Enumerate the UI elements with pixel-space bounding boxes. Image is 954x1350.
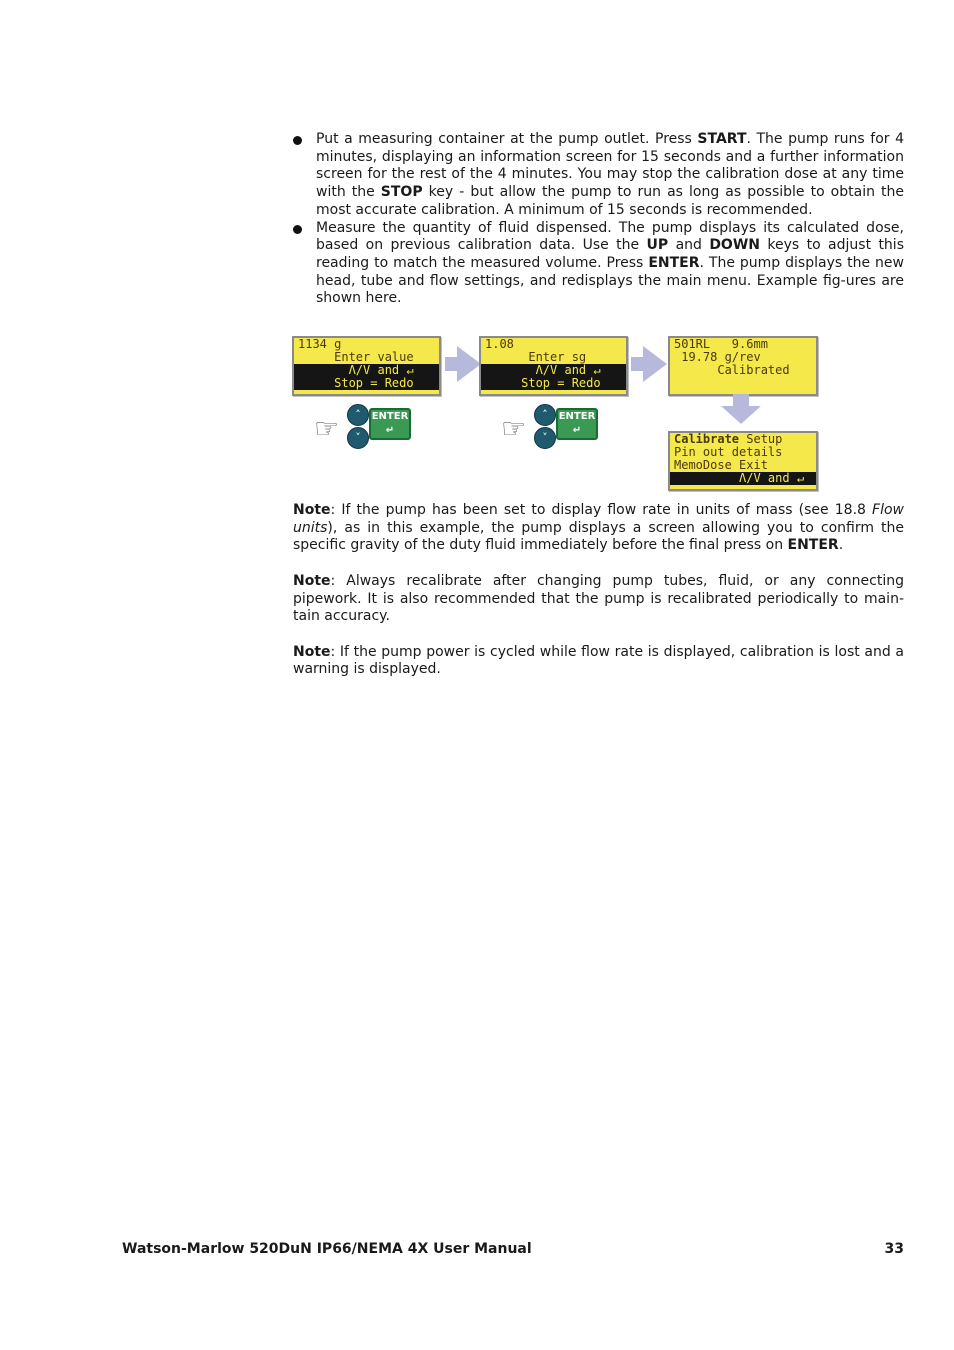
text-run: ), as in this example, the pump displays a screen allowing you to confirm the specific gravity of the duty fluid immediately before the final press on [293, 519, 904, 554]
bullet-text [316, 220, 904, 307]
pointing-hand-icon: ☞ [314, 412, 340, 445]
enter-key-label: ENTER [558, 411, 596, 422]
lcd-line: Pin out details [674, 445, 783, 459]
down-key-icon: ˅ [347, 427, 369, 449]
keypad-group [314, 402, 424, 454]
lcd-screen-sg [479, 336, 628, 396]
lcd-line: 1134 g [298, 337, 342, 351]
bold-term: DOWN [709, 237, 760, 254]
bold-term: Note [293, 572, 331, 589]
note-paragraph [293, 502, 904, 555]
lcd-line: Stop = Redo [294, 377, 439, 390]
lcd-screen-main-menu [668, 431, 818, 491]
bold-term: START [697, 131, 747, 147]
list-item [293, 131, 904, 220]
manual-title: Watson-Marlow 520DuN IP66/NEMA 4X User Manual [122, 1241, 532, 1257]
text-run: Put a measuring container at the pump outlet. Press [316, 131, 698, 147]
note-paragraph [293, 573, 904, 626]
up-key-icon: ˄ [534, 404, 556, 426]
lcd-line: Λ/V and ↵ [481, 364, 626, 377]
bullet-text [316, 131, 904, 218]
enter-arrow-icon: ↵ [572, 425, 582, 436]
italic-term: Flow units [293, 502, 904, 536]
text-run: . The pump runs for 4 minutes, displaying an information screen for 15 seconds and a further information screen for the rest of the 4 minutes. You may stop the calibration dose at any time with the [316, 131, 904, 201]
page-footer [122, 1241, 904, 1257]
calibration-figure [290, 334, 820, 494]
arrow-down-icon [721, 406, 761, 424]
bold-term: UP [646, 237, 669, 254]
instruction-list [293, 131, 904, 308]
menu-item-setup: Setup [739, 432, 783, 446]
keypad-group [501, 402, 611, 454]
text-run: : If the pump power is cycled while flow rate is displayed, calibration is lost and a warning is displayed. [293, 643, 904, 678]
text-run: . The pump displays the new head, tube and flow settings, and redisplays the main menu. Example fig-ures are shown here. [316, 254, 904, 307]
lcd-line: Enter value [298, 350, 414, 364]
text-run: key - but allow the pump to run as long as possible to obtain the most accurate calibration. A minimum of 15 seconds is recommended. [316, 184, 904, 218]
list-item [293, 220, 904, 309]
enter-key-label: ENTER [371, 411, 409, 422]
arrow-right-icon [643, 346, 667, 382]
lcd-line: 19.78 g/rev [674, 350, 761, 364]
bullet-icon [293, 225, 302, 234]
text-run: . [838, 537, 844, 554]
text-run: keys to adjust this reading to match the measured volume. Press [316, 237, 904, 271]
lcd-line: Enter sg [485, 350, 587, 364]
enter-key-icon [369, 408, 411, 440]
bold-term: ENTER [648, 254, 700, 271]
bullet-icon [293, 136, 302, 145]
lcd-line: Calibrated [674, 363, 790, 377]
lcd-line: Λ/V and ↵ [670, 472, 816, 485]
text-run: and [668, 237, 710, 254]
page-number: 33 [884, 1241, 904, 1257]
enter-key-icon [556, 408, 598, 440]
lcd-line: Stop = Redo [481, 377, 626, 390]
text-run: : Always recalibrate after changing pump tubes, fluid, or any connecting pipework. It is also recommended that the pump is recalibrated periodically to main-tain accuracy. [293, 572, 904, 625]
notes-section [293, 502, 904, 697]
down-key-icon: ˅ [534, 427, 556, 449]
arrow-right-icon [457, 346, 481, 382]
menu-item-calibrate: Calibrate [674, 432, 740, 446]
text-run: Measure the quantity of fluid dispensed. The pump displays its calculated dose, based on previous calibration data. Use the [316, 219, 904, 254]
lcd-screen-calibrated [668, 336, 818, 396]
bold-term: ENTER [787, 537, 839, 554]
lcd-line: 1.08 [485, 337, 514, 351]
bold-term: Note [293, 502, 331, 518]
lcd-line: Λ/V and ↵ [294, 364, 439, 377]
note-paragraph [293, 644, 904, 679]
lcd-line: 501RL 9.6mm [674, 337, 768, 351]
lcd-line: MemoDose Exit [674, 458, 768, 472]
enter-arrow-icon: ↵ [385, 425, 395, 436]
text-run: : If the pump has been set to display flow rate in units of mass (see 18.8 [330, 502, 873, 518]
bold-term: Note [293, 643, 331, 660]
lcd-screen-mass [292, 336, 441, 396]
bold-term: STOP [380, 184, 423, 201]
up-key-icon: ˄ [347, 404, 369, 426]
pointing-hand-icon: ☞ [501, 412, 527, 445]
